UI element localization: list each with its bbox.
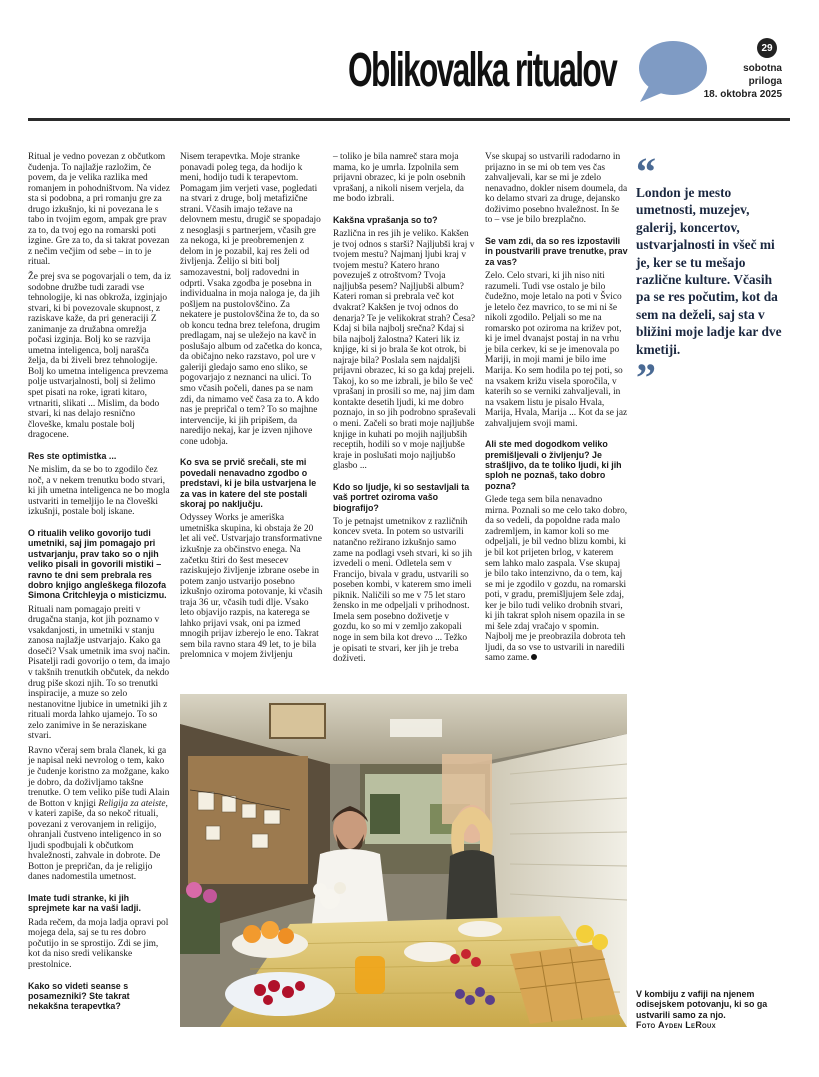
header-rule: [28, 118, 790, 121]
speech-bubble-icon: [636, 38, 708, 106]
article-column-1: [28, 152, 171, 1016]
paragraph: Vse skupaj so ustvarili radodarno in prijazno in se mi ob tem ves čas zahvaljevali, kar se mi je zdelo nenavadno, dokler nisem doumela, da ko delamo stvari za druge, dejansko doživimo posebno hvaležnost. In še to – vse je bilo brezplačno.: [485, 152, 628, 226]
paragraph: Različna in res jih je veliko. Kakšen je tvoj odnos s starši? Najljubši kraj v tvojem mestu? Najmanj ljubi kraj v tvojem mestu? Katero hrano povezuješ z otroštvom? Tvoja najljubša pesem? Najljubši album? Kateri roman si prebrala več kot dvakrat? Kakšen je tvoj odnos do denarja? Te je velikokrat strah? Česa? Kdaj si bila najbolj srečna? Kdaj si bila najbolj žalostna? Kateri lik iz knjige, ki si jo brala še kot otrok, bi najraje bila? Poslala sem najdaljši prijavni obrazec, ki so ga kdaj prejeli. Takoj, ko so me izbrali, je bilo še več vprašanj in prosili so me, naj jim dam kontakte desetih ljudi, ki me dobro poznajo, in so jih podrobno spraševali o meni. Začeli so brati moje najljubše knjige in kuhati po mojih najljubših receptih, hodili so v moje najljubše kraje in poslušati mojo najljubšo glasbo ...: [333, 229, 476, 472]
paragraph: Zelo. Celo stvari, ki jih niso niti razumeli. Tudi vse ostalo je bilo čudežno, moje letalo na poti v Švico je letelo čez mavrico, to se mi ni še nikoli zgodilo. Peljali so me na romarsko pot oziroma na križev pot, ki je imel dvanajst postaj in na vrhu je bila cerkev, ki se je imenovala po Mariji, in moji mami je bilo ime Marija. Ko sem hodila po tej poti, so na vsakem križu visela sporočila, v katerih so se verniki zahvaljevali, in na vsakem listu je pisalo Hvala, Marija, Hvala, Marija ... Kot da se jaz zahvaljujem svoji mami.: [485, 271, 628, 429]
photo-credit: Foto Ayden LeRoux: [636, 1020, 716, 1031]
paragraph: – toliko je bila namreč stara moja mama, ko je umrla. Izpolnila sem prijavni obrazec, ki je poln osebnih vprašanj, a nikoli nisem verjela, da me bodo izbrali.: [333, 152, 466, 205]
van-interior-photo: [180, 694, 627, 1027]
paragraph: Rada rečem, da moja ladja opravi pol mojega dela, saj se tu res dobro počutijo in se sprostijo. Zdi se jim, kot da niso sredi velikanske prestolnice.: [28, 917, 169, 970]
paragraph: Že prej sva se pogovarjali o tem, da iz sodobne družbe tudi zaradi vse tehnologije, ki nas obkroža, izginjajo stvari, ki bi povezovale skupnost, z raziskave kaže, da pri generaciji Z zanimanje za družabna omrežja počasi izginja. Bolj ko se razvija umetna inteligenca, bolj narašča želja, da bi živeli brez tehnologije. Bolj ko umetna inteligenca prevzema polje ustvarjalnosti, bolj si želimo spet pisati na roke, igrati kitaro, vrtnariti, slikati ... Mislim, da bodo stvari, ki nas delajo resnično človeške, kmalu postale bolj dragocene.: [28, 272, 171, 441]
paragraph-part: Glede tega sem bila nenavadno mirna. Poznali so me celo tako dobro, da so vedeli, da popoldne rada malo zadremljem, in kamor koli so me odpeljali, je bil vedno blizu kombi, ki je bil kot prijeten brlog, v katerem sem lahko malo zaspala. Vse skupaj je bilo tako intenzivno, da o tem, kaj se mi je zgodilo v gozdu, na romarski poti, v gradu, premišljujem šele zdaj, ker je bilo tudi veliko drobnih stvari, ki jih takrat sploh nisem opazila in se mi šele zdaj vračajo v spomin. Najbolj me je preobrazila dobrota teh ljudi, da so vse to ustvarili in naredili samo zame.: [485, 495, 628, 664]
paragraph: [28, 746, 171, 883]
book-title: Religija za ateiste: [98, 798, 166, 809]
paragraph: To je petnajst umetnikov z različnih koncev sveta. In potem so ustvarili natančno režirano izkušnjo samo zame na podlagi vseh stvari, ki so jih izvedeli o meni. Odletela sem v Francijo, bivala v gradu, ustvarili so poseben kombi, v katerem smo imeli piknik. Naličili so me v 75 let staro žensko in me odpeljali v prihodnost. Imela sem posebno doživetje v gozdu, ko so mi v zemljo zakopali noge in sem bila kot drevo ... Težko je opisati te stvari, ker jih je treba doživeti.: [333, 516, 473, 665]
article-column-3: [333, 152, 476, 669]
quote-open-icon: “: [636, 149, 656, 194]
pull-quote-text: London je mesto umetnosti, muzejev, galerij, koncertov, ustvarjalnosti in všeč mi je, ker se tu mešajo različne kulture. Včasih pa se res počutim, kot da sem na deželi, saj sta v bližini moje ladje kar dve kmetiji.: [636, 185, 782, 357]
quote-close-icon: ”: [636, 355, 656, 401]
article-column-2: [180, 152, 323, 665]
interview-question: Kakšna vprašanja so to?: [333, 214, 438, 225]
end-mark-icon: [531, 654, 537, 660]
interview-question: Ko sva se prvič srečali, ste mi povedali nenavadno zgodbo o predstavi, ki je bila ustvarjena le za vas in katere del ste postali skoraj po naključju.: [180, 457, 317, 509]
paragraph-part: Ravno včeraj sem brala članek, ki ga je napisal neki nevrolog o tem, kako je čudenje koristno za možgane, kako je dobro, da doživljamo takšne trenutke. O tem veliko piše tudi Alain de Botton v knjigi: [28, 745, 170, 809]
caption-text: V kombiju z vafiji na njenem odisejskem potovanju, ki so ga ustvarili samo za njo.: [636, 989, 768, 1020]
paragraph: [485, 495, 628, 664]
paragraph: Ritual je vedno povezan z občutkom čudenja. To najlažje razložim, če povem, da je velika razlika med romanjem in pohodništvom. Na videz sta si podobna, a pri romanju gre za drugo izkušnjo, ki ni povezana le s tabo in tvojim egom, ampak gre prav za to, da tvoj ego na romarski poti izgine. Gre za to, da si takrat povezan z nečim večjim od sebe – in to je ritual.: [28, 152, 170, 268]
interview-question: Kdo so ljudje, ki so sestavljali ta vaš portret oziroma vašo biografijo?: [333, 481, 470, 513]
interview-question: Kako so videti seanse s posamezniki? Ste takrat nekakšna terapevtka?: [28, 980, 130, 1012]
paragraph: Ne mislim, da se bo to zgodilo čez noč, a v nekem trenutku bodo stvari, ki jih umetna inteligenca ne bo mogla ustvariti in temeljijo le na človeški izkušnji, postale bolj iskane.: [28, 465, 170, 518]
paragraph: Odyssey Works je ameriška umetniška skupina, ki obstaja že 20 let ali več. Ustvarjajo transformativne izkušnje za občinstvo enega. Na začetku štiri do šest mesecev raziskujejo življenje izbrane osebe in potem zanjo ustvarijo posebno izkušnjo oziroma potovanje, ki včasih traja 36 ur, včasih tudi dlje. Vsako leto objavijo razpis, na katerega se lahko prijavi vsak, oni pa izmed mnogih prijav izberejo le eno. Takrat sem bila ravno stara 49 let, to je bila prelomnica v mojem življenju: [180, 513, 323, 661]
photo-caption: [636, 989, 786, 1031]
pull-quote: [636, 149, 786, 401]
interview-question: Se vam zdi, da so res izpostavili in poustvarili prave trenutke, prav za vas?: [485, 235, 628, 267]
article-column-4: [485, 152, 628, 668]
paragraph-part: , v kateri zapiše, da so nekoč rituali, povezani z verovanjem in religijo, ohranjali čustveno inteligenco in so ljudi spodbujali k občutkom hvaležnosti, zahvale in dobrote. De Botton je prepričan, da je religijo danes nadomestila umetnost.: [28, 798, 168, 883]
edition-info: [700, 62, 782, 101]
headline: Oblikovalka ritualov: [348, 44, 617, 97]
interview-question: Imate tudi stranke, ki jih sprejmete kar na vaši ladji.: [28, 892, 141, 914]
interview-question: O ritualih veliko govorijo tudi umetniki, saj jim pomagajo pri ustvarjanju, prav tako so o njih veliko pisali in govorili mistiki – ravno te dni sem prebrala res dobro knjigo angleškega filozofa Simona Critchleyja o misticizmu.: [28, 527, 167, 601]
interview-question: Ali ste med dogodkom veliko premišljevali o življenju? Je strašljivo, da te toliko ljudi, ki jih sploh ne poznaš, tako dobro pozna?: [485, 439, 622, 491]
edition-date: 18. oktobra 2025: [703, 89, 782, 100]
interview-question: Res ste optimistka ...: [28, 450, 117, 461]
paragraph: Rituali nam pomagajo preiti v drugačna stanja, kot jih poznamo v vsakdanjosti, in umetniki v stanju zanosa najlažje ustvarjajo. Kako ga doseči? Vsak umetnik ima svoj način. Pisatelji radi govorijo o tem, da imajo v takšnih trenutkih občutek, da nekdo drug piše skozi njih. To so trenutki inspiracije, a muze so zelo nestanovitne ljubice in umetniki jih z rituali morda lahko ujamejo. To so zelo zanimive in še neraziskane stvari.: [28, 604, 170, 742]
page-number-badge: 29: [757, 38, 777, 58]
edition-line-2: priloga: [748, 76, 782, 87]
edition-line-1: sobotna: [743, 63, 782, 74]
paragraph: Nisem terapevtka. Moje stranke ponavadi poleg tega, da hodijo k meni, hodijo tudi k terapevtom. Pomagam jim verjeti vase, pogledati na stvari z druge, bolj metafizične strani. Včasih imajo težave na delovnem mestu, drugič se spopadajo z nesoglasji s partnerjem, včasih gre za nekoga, ki je preobremenjen z delom in je pozabil, kaj res želi od življenja. Želijo si biti bolj samozavestni, bolj radovedni in odprti. Vsaka zgodba je posebna in individualna in moja naloga je, da jih pošljem na pustolovščino. Za nekatere je pustolovščina že to, da so ob koncu tedna brez telefona, drugim predlagam, naj se uležejo na kavč in poslušajo album od začetka do konca, da običajno neko razstavo, pol ure v galeriji gledajo samo eno sliko, se pogovarjajo z neznanci na ulici. To smo včasih počeli, danes pa se nam zdi, da nimamo več časa za to. A kdo nas je prepričal o tem? To so majhne intervencije, ki jih pripišem, da naredijo nekaj, kar je izven njihove cone udobja.: [180, 152, 323, 447]
